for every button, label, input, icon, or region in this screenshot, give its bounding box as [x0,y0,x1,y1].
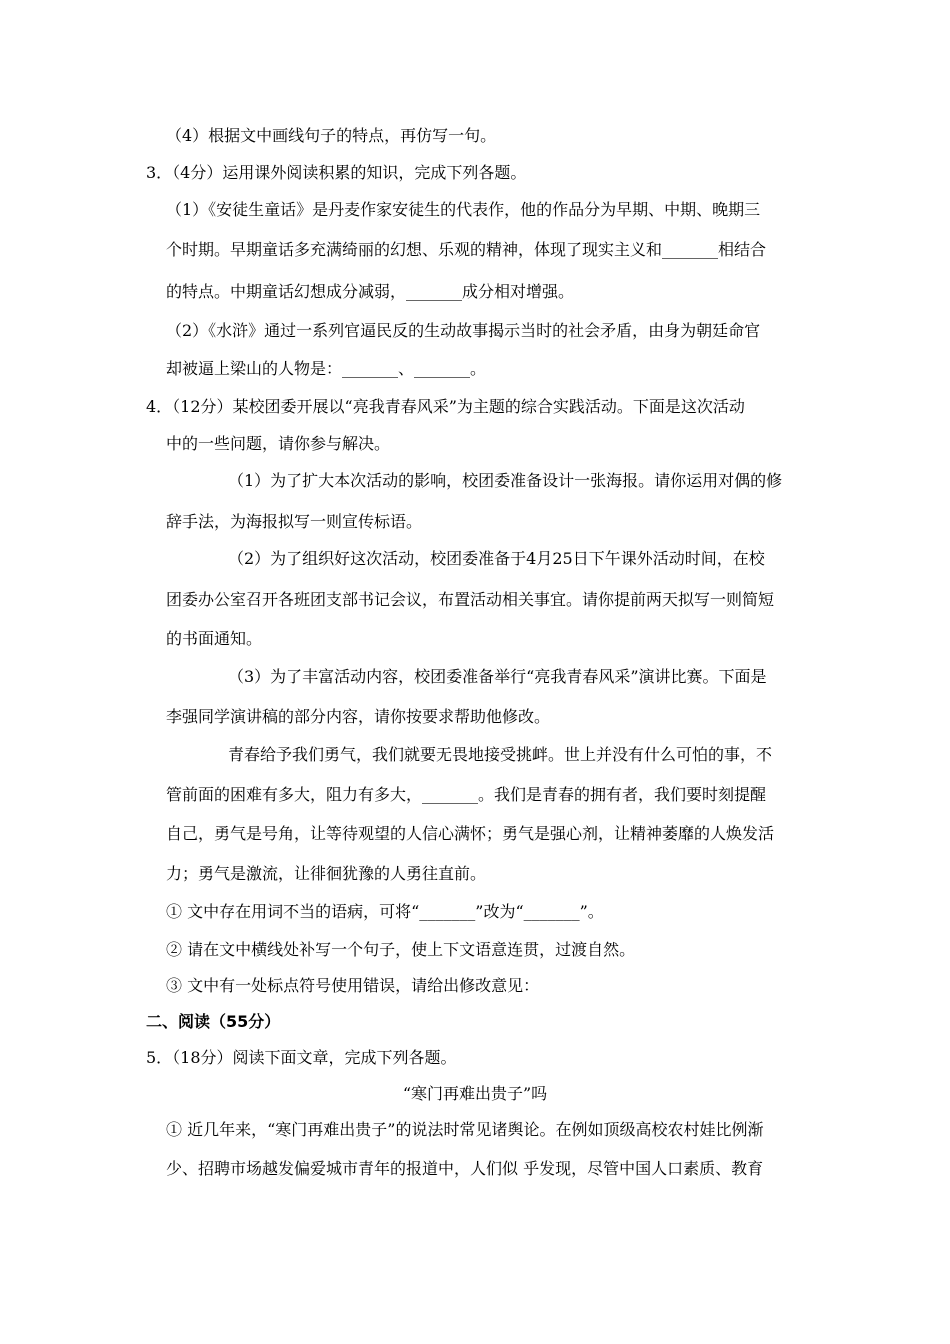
q4-1-line-1: （1）为了扩大本次活动的影响，校团委准备设计一张海报。请你运用对偶的修 [228,471,783,490]
q4-2-line-2: 团委办公室召开各班团支部书记会议，布置活动相关事宜。请你提前两天拟写一则简短 [166,590,775,609]
q4-heading-line-1: 4．（12分）某校团委开展以“亮我青春风采”为主题的综合实践活动。下面是这次活动 [146,397,745,416]
article-para-1-line-2: 少、招聘市场越发偏爱城市青年的报道中，人们似 乎发现，尽管中国人口素质、教育 [166,1159,764,1178]
speech-line-1: 青春给予我们勇气，我们就要无畏地接受挑衅。世上并没有什么可怕的事，不 [228,745,773,764]
q4-3-line-1: （3）为了丰富活动内容，校团委准备举行“亮我青春风采”演讲比赛。下面是 [228,667,767,686]
speech-line-4: 力；勇气是激流，让徘徊犹豫的人勇往直前。 [166,864,487,883]
q2-4-prompt: （4）根据文中画线句子的特点，再仿写一句。 [166,126,497,145]
q3-2-line-1: （2）《水浒》通过一系列官逼民反的生动故事揭示当时的社会矛盾，由身为朝廷命官 [166,321,761,340]
q4-2-line-3: 的书面通知。 [166,629,263,648]
q4-sub-1: ① 文中存在用词不当的语病，可将“_______”改为“_______”。 [166,902,604,921]
q3-heading: 3．（4分）运用课外阅读积累的知识，完成下列各题。 [146,163,527,182]
q4-1-line-2: 辞手法，为海报拟写一则宣传标语。 [166,512,423,531]
article-title: “寒门再难出贵子”吗 [402,1084,548,1103]
q5-heading: 5．（18分）阅读下面文章，完成下列各题。 [146,1048,457,1067]
q4-2-line-1: （2）为了组织好这次活动，校团委准备于4月25日下午课外活动时间，在校 [228,549,765,568]
q3-2-line-2: 却被逼上梁山的人物是：_______、_______。 [166,359,487,378]
q3-1-line-3: 的特点。中期童话幻想成分减弱，_______成分相对增强。 [166,282,575,301]
q4-3-line-2: 李强同学演讲稿的部分内容，请你按要求帮助他修改。 [166,707,551,726]
q4-heading-line-2: 中的一些问题，请你参与解决。 [166,434,391,453]
speech-line-3: 自己，勇气是号角，让等待观望的人信心满怀；勇气是强心剂，让精神萎靡的人焕发活 [166,824,775,843]
q4-sub-3: ③ 文中有一处标点符号使用错误，请给出修改意见： [166,976,540,995]
section-heading-reading: 二、阅读（55分） [146,1012,281,1031]
q4-sub-2: ② 请在文中横线处补写一个句子，使上下文语意连贯，过渡自然。 [166,940,636,959]
q3-1-line-1: （1）《安徒生童话》是丹麦作家安徒生的代表作，他的作品分为早期、中期、晚期三 [166,200,761,219]
q3-1-line-2: 个时期。早期童话多充满绮丽的幻想、乐观的精神，体现了现实主义和_______相结合 [166,240,767,259]
article-para-1-line-1: ① 近几年来，“寒门再难出贵子”的说法时常见诸舆论。在例如顶级高校农村娃比例渐 [166,1120,764,1139]
speech-line-2: 管前面的困难有多大，阻力有多大，_______。我们是青春的拥有者，我们要时刻提醒 [166,785,767,804]
